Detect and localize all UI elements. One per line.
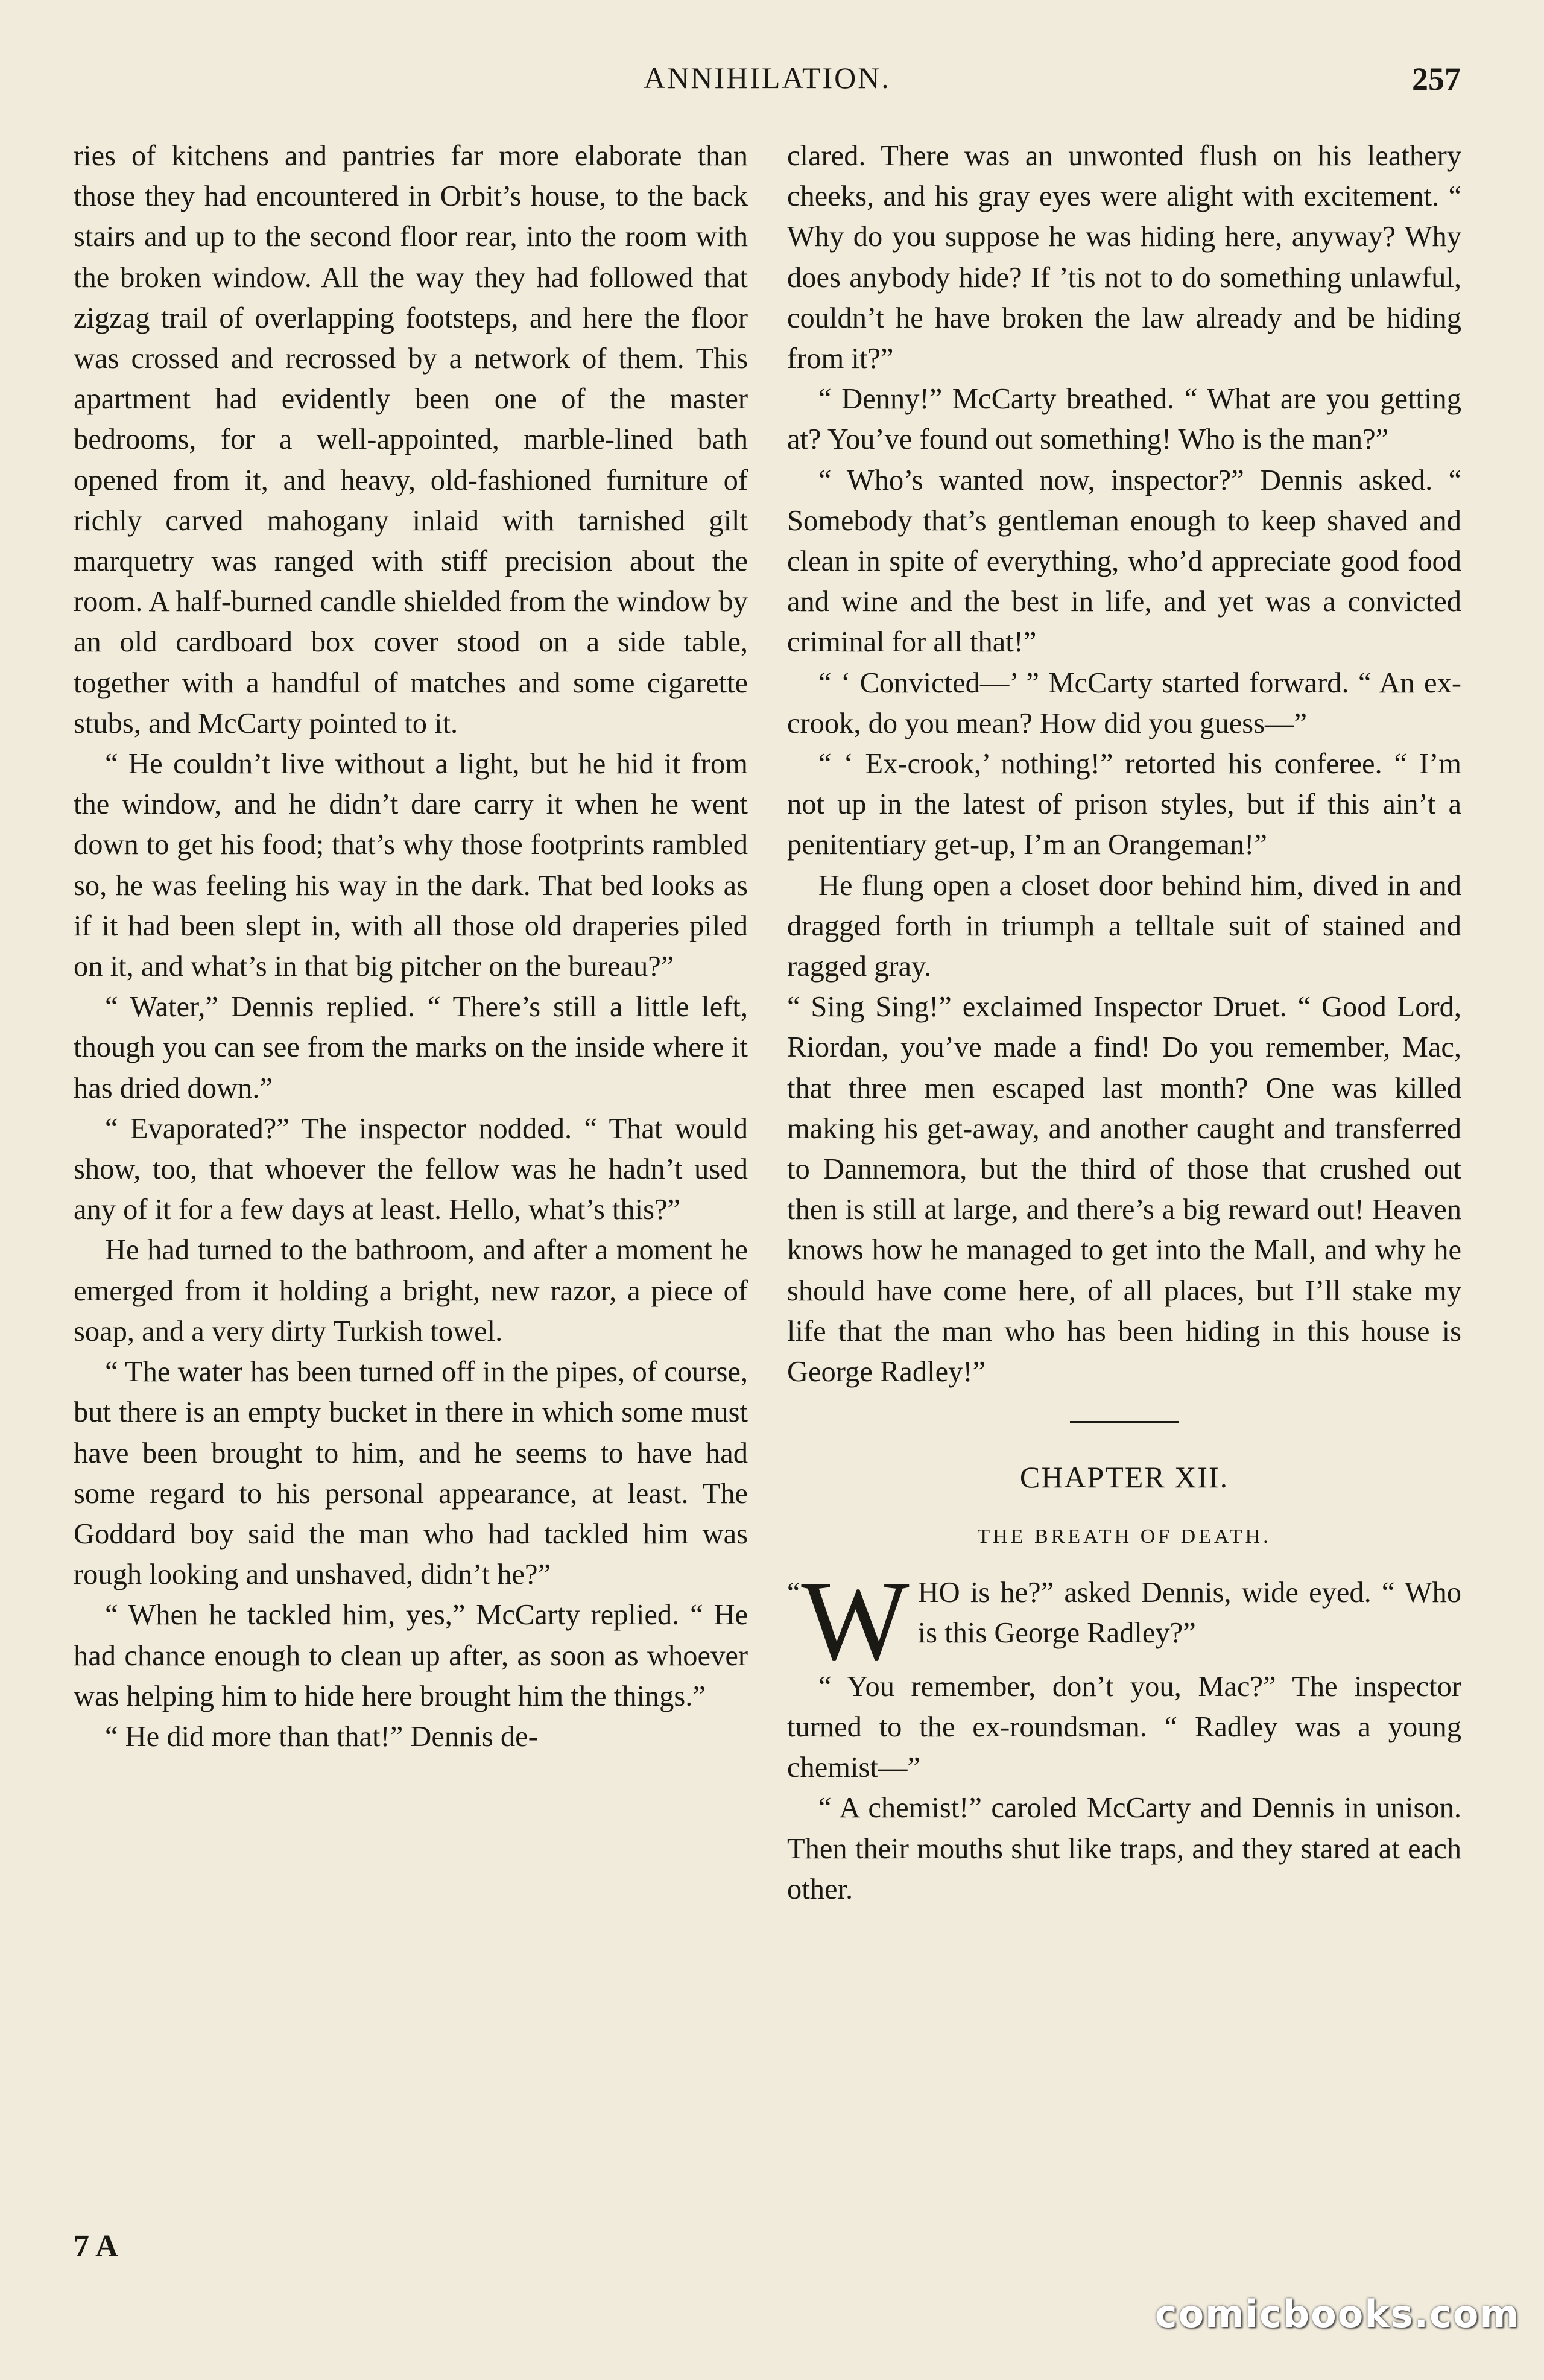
page-number: 257	[1412, 61, 1461, 97]
paragraph: “ Denny!” McCarty breathed. “ What are you getting at? You’ve found out something! Who is the man?”	[787, 383, 1461, 456]
chapter-subtitle: THE BREATH OF DEATH.	[977, 1525, 1271, 1548]
drop-cap: W	[801, 1557, 910, 1685]
paragraph: “ A chemist!” caroled McCarty and Dennis in unison. Then their mouths shut like traps, and they stared at each other.	[787, 1792, 1461, 1905]
chapter-opening	[787, 1557, 1461, 1685]
paragraph: “ When he tackled him, yes,” McCarty replied. “ He had chance enough to clean up after, as soon as whoever was helping him to hide here brought him the things.”	[74, 1599, 748, 1712]
chapter-title: CHAPTER XII.	[1019, 1460, 1229, 1495]
running-head: ANNIHILATION.	[644, 61, 891, 95]
paragraph: “ Sing Sing!” exclaimed Inspector Druet. “ Good Lord, Riordan, you’ve made a find! Do you remember, Mac, that three men escaped last month? One was killed making his get-away, and another caught and transferred to Dannemora, but the third of those that crushed out then is still at large, and there’s a big reward out! Heaven knows how he managed to get into the Mall, and why he should have come here, of all places, but I’ll stake my life that the man who has been hiding in this house is George Radley!”	[787, 991, 1461, 1388]
page-header	[74, 60, 1461, 109]
paragraph: HO is he?” asked Dennis, wide eyed. “ Who is this George Radley?”	[917, 1576, 1461, 1649]
paragraph: clared. There was an unwonted flush on his leathery cheeks, and his gray eyes were alight with excitement. “ Why do you suppose he was hiding here, anyway? Why does anybody hide? If ’tis not to do something unlawful, couldn’t he have broken the law already and be hiding from it?”	[787, 140, 1461, 375]
opening-quote-mark: “	[787, 1576, 800, 1609]
printer-signature: 7 A	[74, 2229, 118, 2264]
paragraph: “ Who’s wanted now, inspector?” Dennis asked. “ Somebody that’s gentleman enough to keep shaved and clean in spite of everything, who’d appreciate good food and wine and the best in life, and yet was a convicted criminal for all that!”	[787, 464, 1461, 659]
right-column	[787, 136, 1461, 1910]
paragraph: “ Evaporated?” The inspector nodded. “ That would show, too, that whoever the fellow was he hadn’t used any of it for a few days at least. Hello, what’s this?”	[74, 1112, 748, 1226]
paragraph: “ Water,” Dennis replied. “ There’s still a little left, though you can see from the marks on the inside where it has dried down.”	[74, 991, 748, 1104]
section-divider	[1070, 1421, 1179, 1423]
paragraph: “ ‘ Ex-crook,’ nothing!” retorted his conferee. “ I’m not up in the latest of prison styles, but if this ain’t a penitentiary get-up, I’m an Orangeman!”	[787, 748, 1461, 861]
paragraph: “ He couldn’t live without a light, but he hid it from the window, and he didn’t dare carry it when he went down to get his food; that’s why those footprints rambled so, he was feeling his way in the dark. That bed looks as if it had been slept in, with all those old draperies piled on it, and what’s in that big pitcher on the bureau?”	[74, 748, 748, 983]
paragraph: ries of kitchens and pantries far more elaborate than those they had encountered in Orbit’s house, to the back stairs and up to the second floor rear, into the room with the broken window. All the way they had followed that zigzag trail of overlapping footsteps, and here the floor was crossed and recrossed by a network of them. This apartment had evidently been one of the master bedrooms, for a well-appointed, marble-lined bath opened from it, and heavy, old-fashioned furniture of richly carved mahogany inlaid with tarnished gilt marquetry was ranged with stiff precision about the room. A half-burned candle shielded from the window by an old cardboard box cover stood on a side table, together with a handful of matches and some cigarette stubs, and McCarty pointed to it.	[74, 140, 748, 739]
paragraph: “ The water has been turned off in the pipes, of course, but there is an empty bucket in there in which some must have been brought to him, and he seems to have had some regard to his personal appearance, at least. The Goddard boy said the man who had tackled him was rough looking and unshaved, didn’t he?”	[74, 1356, 748, 1591]
left-column	[74, 136, 748, 1757]
site-watermark: comicbooks.com	[1154, 2292, 1520, 2336]
paragraph: He had turned to the bathroom, and after a moment he emerged from it holding a bright, new razor, a piece of soap, and a very dirty Turkish towel.	[74, 1234, 748, 1347]
paragraph: “ You remember, don’t you, Mac?” The inspector turned to the ex-roundsman. “ Radley was a young chemist—”	[787, 1670, 1461, 1784]
paragraph: He flung open a closet door behind him, dived in and dragged forth in triumph a telltale suit of stained and ragged gray.	[787, 869, 1461, 983]
paragraph: “ ‘ Convicted—’ ” McCarty started forward. “ An ex-crook, do you mean? How did you guess—”	[787, 666, 1461, 739]
paragraph: “ He did more than that!” Dennis de-	[105, 1720, 538, 1753]
